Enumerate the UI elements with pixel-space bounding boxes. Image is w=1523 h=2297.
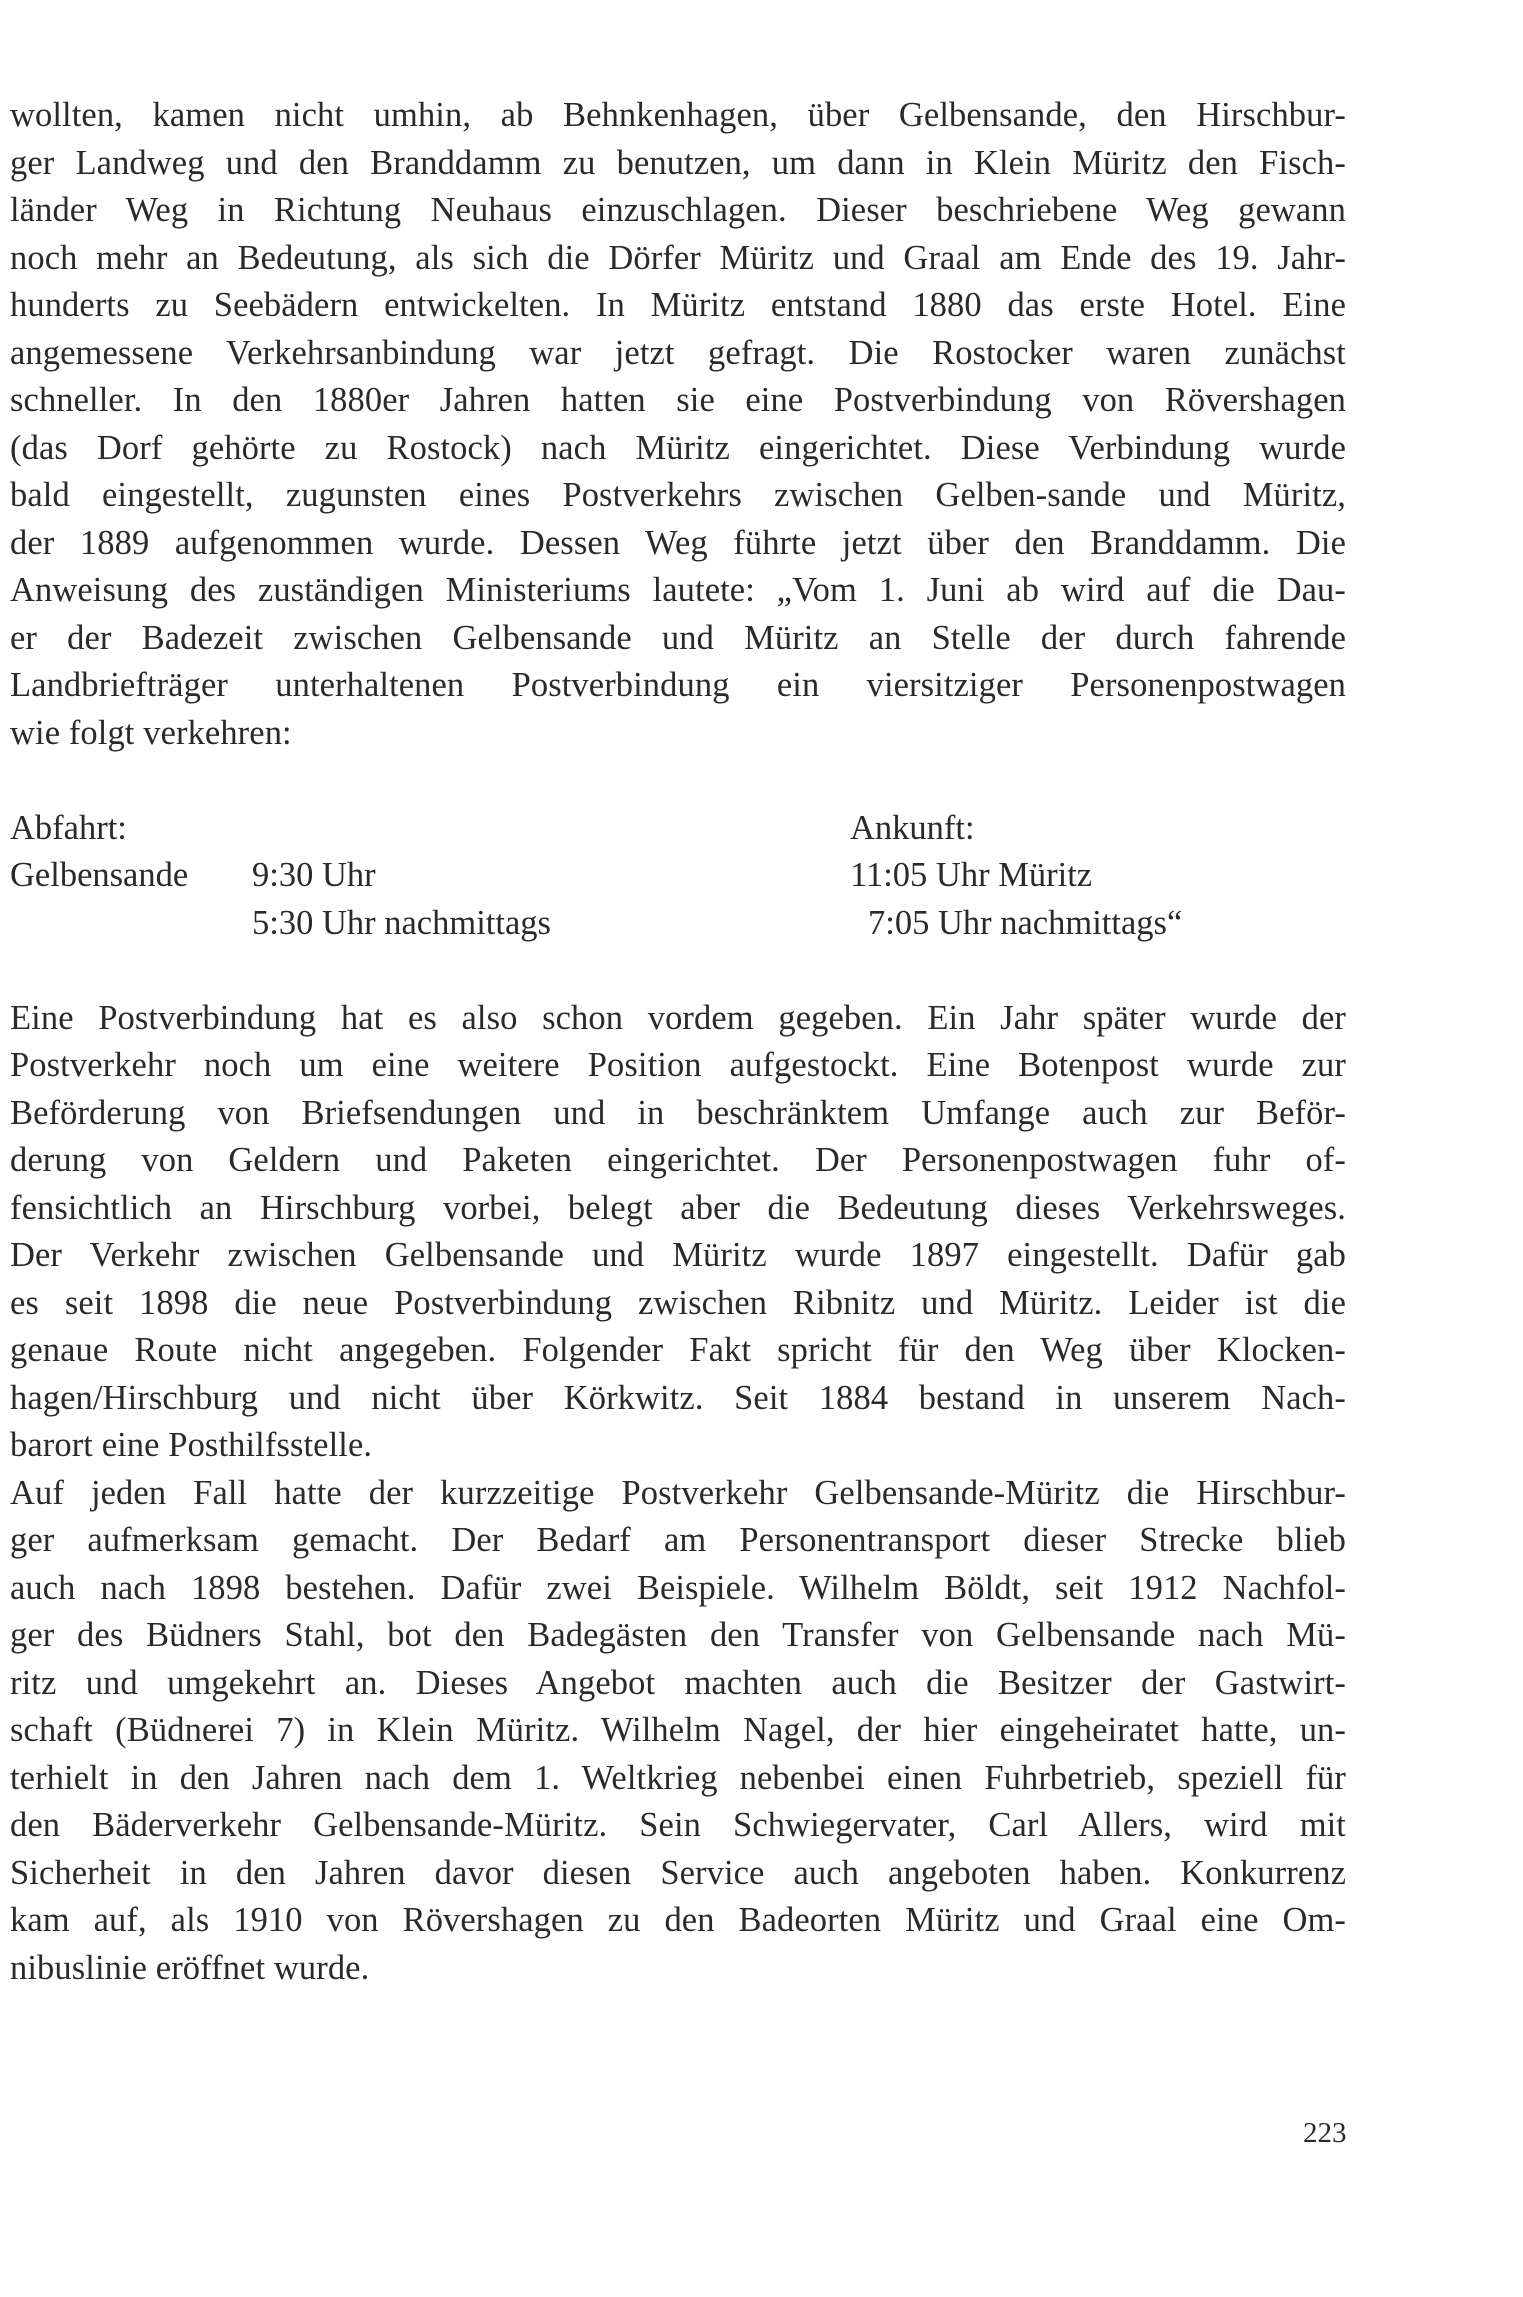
spacer bbox=[10, 947, 1346, 995]
text-line: derung von Geldern und Paketen eingerichtet. Der Personenpostwagen fuhr of- bbox=[10, 1141, 1346, 1179]
text-line: Auf jeden Fall hatte der kurzzeitige Postverkehr Gelbensande-Müritz die Hirschbur- bbox=[10, 1473, 1346, 1512]
text-line: Eine Postverbindung hat es also schon vordem gegeben. Ein Jahr später wurde der bbox=[10, 998, 1346, 1037]
text-line: barort eine Posthilfsstelle. bbox=[10, 1426, 373, 1464]
text-line: terhielt in den Jahren nach dem 1. Weltkrieg nebenbei einen Fuhrbetrieb, speziell für bbox=[10, 1758, 1346, 1797]
text-line: genaue Route nicht angegeben. Folgender Fakt spricht für den Weg über Klocken- bbox=[10, 1331, 1346, 1369]
arrival-time: 11:05 Uhr Müritz bbox=[850, 856, 1093, 894]
text-line: wollten, kamen nicht umhin, ab Behnkenhagen, über Gelbensande, den Hirschbur- bbox=[10, 96, 1346, 134]
text-line: der 1889 aufgenommen wurde. Dessen Weg führte jetzt über den Branddamm. Die bbox=[10, 523, 1346, 562]
text-line: bald eingestellt, zugunsten eines Postverkehrs zwischen Gelben-sande und Müritz, bbox=[10, 476, 1346, 514]
text-line: fensichtlich an Hirschburg vorbei, belegt aber die Bedeutung dieses Verkehrsweges. bbox=[10, 1188, 1346, 1227]
text-line: Beförderung von Briefsendungen und in beschränktem Umfange auch zur Beför- bbox=[10, 1093, 1346, 1132]
station-name: Gelbensande bbox=[10, 856, 189, 894]
spacer bbox=[10, 757, 1346, 805]
text-line: noch mehr an Bedeutung, als sich die Dörfer Müritz und Graal am Ende des 19. Jahr- bbox=[10, 238, 1346, 277]
text-line: hunderts zu Seebädern entwickelten. In Müritz entstand 1880 das erste Hotel. Eine bbox=[10, 286, 1346, 324]
page-number: 223 bbox=[1303, 2117, 1347, 2149]
text-line: angemessene Verkehrsanbindung war jetzt gefragt. Die Rostocker waren zunächst bbox=[10, 333, 1346, 372]
departure-header: Abfahrt: bbox=[10, 808, 127, 847]
text-line: länder Weg in Richtung Neuhaus einzuschlagen. Dieser beschriebene Weg gewann bbox=[10, 191, 1346, 229]
paragraph-2 bbox=[10, 995, 1346, 1470]
text-line: auch nach 1898 bestehen. Dafür zwei Beispiele. Wilhelm Böldt, seit 1912 Nachfol- bbox=[10, 1568, 1346, 1607]
schedule-header-row bbox=[10, 805, 1346, 853]
text-line: Der Verkehr zwischen Gelbensande und Müritz wurde 1897 eingestellt. Dafür gab bbox=[10, 1236, 1346, 1274]
text-line: Landbriefträger unterhaltenen Postverbindung ein viersitziger Personenpostwagen bbox=[10, 666, 1346, 704]
text-line: ger des Büdners Stahl, bot den Badegästen den Transfer von Gelbensande nach Mü- bbox=[10, 1616, 1346, 1654]
arrival-header: Ankunft: bbox=[850, 808, 975, 847]
departure-time: 5:30 Uhr nachmittags bbox=[252, 903, 551, 942]
schedule-row bbox=[10, 852, 1346, 900]
text-line: ritz und umgekehrt an. Dieses Angebot machten auch die Besitzer der Gastwirt- bbox=[10, 1663, 1346, 1702]
text-line: wie folgt verkehren: bbox=[10, 713, 292, 752]
text-line: ger aufmerksam gemacht. Der Bedarf am Personentransport dieser Strecke blieb bbox=[10, 1521, 1346, 1559]
text-line: er der Badezeit zwischen Gelbensande und Müritz an Stelle der durch fahrende bbox=[10, 618, 1346, 657]
text-line: Sicherheit in den Jahren davor diesen Service auch angeboten haben. Konkurrenz bbox=[10, 1853, 1346, 1892]
text-line: Postverkehr noch um eine weitere Position aufgestockt. Eine Botenpost wurde zur bbox=[10, 1046, 1346, 1084]
text-line: Anweisung des zuständigen Ministeriums lautete: „Vom 1. Juni ab wird auf die Dau- bbox=[10, 571, 1346, 609]
text-line: ger Landweg und den Branddamm zu benutzen, um dann in Klein Müritz den Fisch- bbox=[10, 143, 1346, 182]
text-line: (das Dorf gehörte zu Rostock) nach Müritz eingerichtet. Diese Verbindung wurde bbox=[10, 428, 1346, 467]
text-line: es seit 1898 die neue Postverbindung zwischen Ribnitz und Müritz. Leider ist die bbox=[10, 1283, 1346, 1322]
paragraph-1 bbox=[10, 92, 1346, 757]
paragraph-3 bbox=[10, 1470, 1346, 1993]
text-line: schneller. In den 1880er Jahren hatten sie eine Postverbindung von Rövershagen bbox=[10, 381, 1346, 419]
page-content bbox=[10, 92, 1346, 1992]
text-line: hagen/Hirschburg und nicht über Körkwitz. Seit 1884 bestand in unserem Nach- bbox=[10, 1378, 1346, 1417]
text-line: nibuslinie eröffnet wurde. bbox=[10, 1948, 370, 1987]
text-line: schaft (Büdnerei 7) in Klein Müritz. Wilhelm Nagel, der hier eingeheiratet hatte, un- bbox=[10, 1711, 1346, 1749]
schedule-row bbox=[10, 900, 1346, 948]
schedule-table bbox=[10, 805, 1346, 948]
departure-time: 9:30 Uhr bbox=[252, 856, 376, 894]
text-line: den Bäderverkehr Gelbensande-Müritz. Sein Schwiegervater, Carl Allers, wird mit bbox=[10, 1806, 1346, 1844]
arrival-time: 7:05 Uhr nachmittags“ bbox=[868, 903, 1183, 942]
text-line: kam auf, als 1910 von Rövershagen zu den Badeorten Müritz und Graal eine Om- bbox=[10, 1901, 1346, 1939]
